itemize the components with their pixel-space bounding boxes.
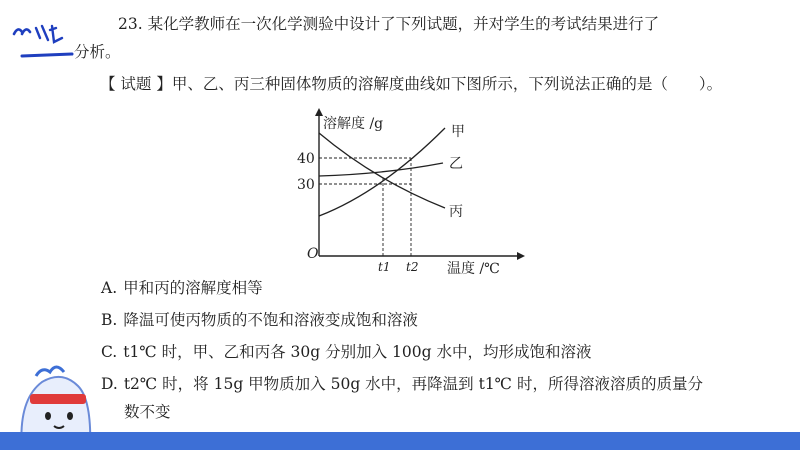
- option-d-label: D.: [101, 375, 118, 393]
- x-tick-t2: t2: [406, 260, 419, 274]
- origin-label: O: [307, 246, 319, 262]
- y-axis-label: 溶解度 /g: [323, 116, 384, 132]
- x-axis-label: 温度 /℃: [447, 261, 500, 277]
- x-tick-t1: t1: [378, 260, 391, 274]
- y-tick-30: 30: [297, 177, 315, 193]
- option-b-text: 降温可使丙物质的不饱和溶液变成饱和溶液: [123, 311, 418, 329]
- question-prompt: 【 试题 】甲、乙、丙三种固体物质的溶解度曲线如下图所示，下列说法正确的是（ ）。: [100, 75, 723, 93]
- option-d-text: t2℃ 时，将 15g 甲物质加入 50g 水中，再降温到 t1℃ 时，所得溶液溶质的质量分: [123, 375, 703, 393]
- bottom-bar: [0, 432, 800, 450]
- option-d-continued: 数不变: [124, 403, 171, 421]
- option-a: [101, 276, 263, 298]
- curve-bing: [319, 133, 445, 208]
- option-b-label: B.: [101, 311, 118, 329]
- question-line-2: 分析。: [74, 43, 121, 61]
- series-label-jia: 甲: [451, 124, 465, 140]
- option-d: [101, 372, 703, 394]
- y-tick-40: 40: [297, 151, 315, 167]
- option-c-text: t1℃ 时，甲、乙和丙各 30g 分别加入 100g 水中，均形成饱和溶液: [123, 343, 592, 361]
- option-c-label: C.: [101, 343, 118, 361]
- handwritten-annotation: [8, 20, 78, 70]
- curve-yi: [319, 163, 443, 176]
- series-label-yi: 乙: [449, 156, 463, 172]
- option-a-text: 甲和丙的溶解度相等: [123, 279, 263, 297]
- option-c: [101, 340, 591, 362]
- y-axis-arrow: [315, 108, 323, 116]
- option-a-label: A.: [101, 279, 118, 297]
- x-axis-arrow: [517, 252, 525, 260]
- option-b: [101, 308, 418, 330]
- series-label-bing: 丙: [449, 204, 463, 220]
- solubility-graph: [285, 108, 525, 278]
- question-line-1: 23. 某化学教师在一次化学测验中设计了下列试题，并对学生的考试结果进行了: [118, 15, 660, 33]
